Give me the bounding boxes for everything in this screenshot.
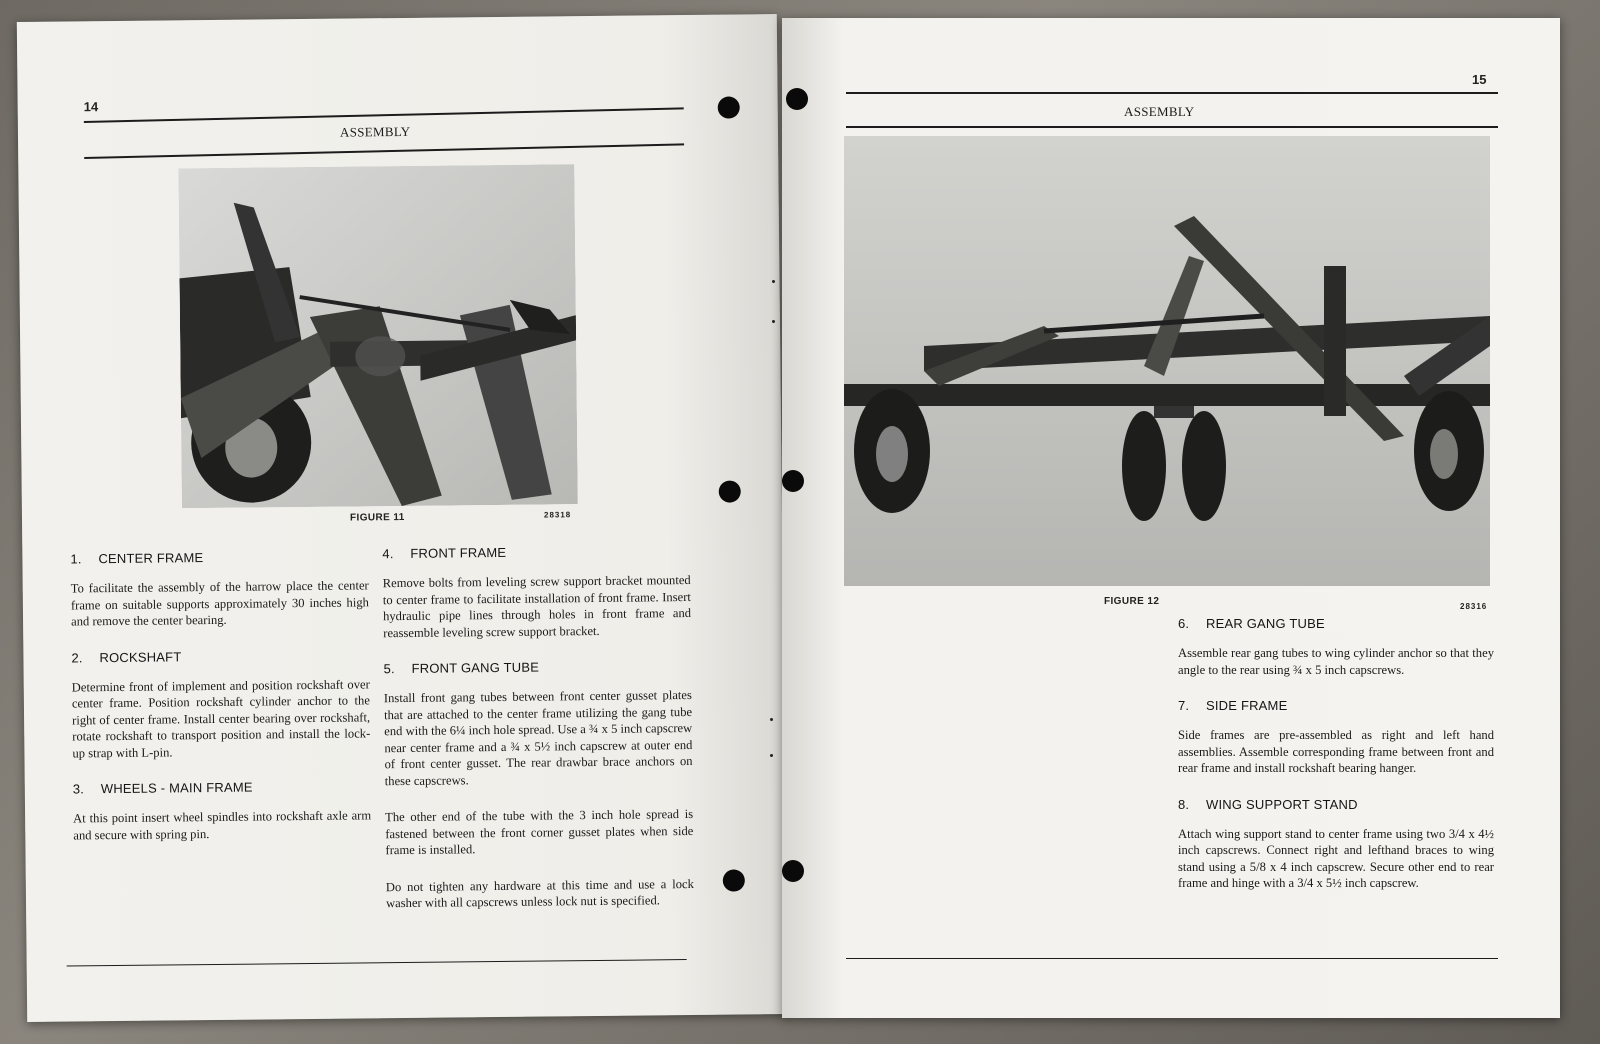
section-paragraph: Install front gang tubes between front center gusset plates that are attached to the center frame utilizing the gang tube end with the 6¼ inch hole spread. Use a ¾ x 5 inch capscrew near center frame and a ¾ x 5½ inch capscrew at outer end of front center gusset. The rear drawbar brace anchors on these capscrews. — [383, 687, 693, 788]
footer-rule — [846, 958, 1498, 959]
section-number: 3. — [72, 781, 85, 797]
binding-hole — [786, 88, 808, 110]
section-rockshaft — [71, 647, 370, 762]
page-number: 15 — [1472, 72, 1487, 87]
section-title: SIDE FRAME — [1206, 698, 1288, 713]
paper-speck — [772, 280, 775, 283]
paper-speck — [770, 718, 773, 721]
section-heading — [71, 647, 369, 665]
section-number: 7. — [1178, 698, 1190, 713]
page-14 — [17, 14, 787, 1022]
right-column — [1178, 616, 1494, 912]
left-column-2 — [382, 543, 694, 932]
binding-hole — [719, 480, 741, 502]
section-paragraph: Remove bolts from leveling screw support bracket mounted to center frame to facilitate installation of front frame. Insert hydraulic pipe lines through holes in front frame and reassemble leveling screw support bracket. — [382, 572, 692, 640]
section-center-frame — [70, 548, 369, 630]
section-paragraph: Assemble rear gang tubes to wing cylinder anchor so that they angle to the rear using ¾ x 5 inch capscrews. — [1178, 646, 1494, 677]
section-heading — [1178, 698, 1494, 713]
section-number: 8. — [1178, 796, 1190, 812]
section-paragraph: Side frames are pre-assembled as right and left hand assemblies. Assemble corresponding frame between front and rear frame and install rockshaft bearing hanger. — [1178, 728, 1494, 775]
section-paragraph: To facilitate the assembly of the harrow place the center frame on suitable supports approximately 30 inches high and remove the center bearing. — [70, 578, 369, 629]
figure-11-label: FIGURE 11 — [349, 511, 405, 524]
figure-11-photo — [178, 164, 578, 508]
header-rule-bottom — [846, 126, 1498, 128]
section-number: 1. — [70, 551, 82, 567]
figure-11-ref-number: 28318 — [543, 510, 572, 520]
paper-speck — [770, 754, 773, 757]
running-head: ASSEMBLY — [339, 123, 411, 140]
section-wheels-main-frame — [73, 778, 372, 843]
page-15 — [782, 18, 1560, 1018]
section-title: FRONT FRAME — [410, 544, 507, 561]
binding-hole — [723, 869, 745, 891]
header-rule-top — [846, 92, 1498, 94]
section-paragraph: Attach wing support stand to center frame using two 3/4 x 4½ inch capscrews. Connect right and lefthand braces to wing stand using a 5/8 x 4 inch capscrew. Secure other end to rear frame and hinge with a 3/4 x 5½ inch capscrew. — [1178, 826, 1494, 890]
header-rule-bottom — [84, 143, 684, 159]
section-number: 2. — [71, 649, 83, 665]
section-paragraph: Determine front of implement and position rockshaft over center frame. Position rockshaft cylinder anchor to the right of center frame. Install center bearing over rockshaft, rotate rockshaft to transport position and install the lock-up strap with L-pin. — [71, 676, 371, 760]
section-wing-support-stand — [1178, 797, 1494, 892]
section-number: 5. — [383, 661, 395, 677]
section-rear-gang-tube — [1178, 616, 1494, 678]
section-side-frame — [1178, 698, 1494, 777]
section-heading — [1178, 797, 1494, 812]
figure-12-photo — [844, 136, 1490, 586]
left-column-1 — [70, 548, 371, 863]
section-heading — [70, 548, 368, 566]
section-heading — [73, 778, 371, 796]
section-paragraph: The other end of the tube with the 3 inch hole spread is fastened between the front corner gusset plates when side frame is installed. — [385, 806, 694, 858]
section-front-frame — [382, 543, 691, 641]
section-front-gang-tube — [383, 658, 694, 912]
header-rule-top — [84, 107, 684, 123]
section-paragraph: At this point insert wheel spindles into rockshaft axle arm and secure with spring pin. — [73, 808, 372, 842]
section-title: REAR GANG TUBE — [1206, 616, 1325, 631]
running-head: ASSEMBLY — [1124, 104, 1195, 119]
section-number: 6. — [1178, 616, 1190, 631]
section-title: WHEELS - MAIN FRAME — [100, 779, 253, 797]
section-heading — [1178, 616, 1494, 631]
figure-12-ref-number: 28316 — [1460, 602, 1488, 611]
paper-speck — [772, 320, 775, 323]
binding-hole — [782, 860, 804, 882]
binding-hole — [782, 470, 804, 492]
figure-12-label: FIGURE 12 — [1104, 596, 1160, 607]
section-paragraph: Do not tighten any hardware at this time and use a lock washer with all capscrews unless lock nut is specified. — [385, 876, 694, 911]
section-title: WING SUPPORT STAND — [1206, 796, 1358, 812]
section-heading — [382, 543, 690, 561]
section-number: 4. — [382, 546, 394, 562]
binding-hole — [718, 96, 740, 118]
page-number: 14 — [83, 99, 99, 115]
section-title: ROCKSHAFT — [99, 648, 182, 665]
section-heading — [383, 658, 691, 676]
section-title: FRONT GANG TUBE — [411, 659, 540, 676]
section-title: CENTER FRAME — [98, 550, 204, 567]
footer-rule — [67, 959, 687, 966]
manual-spread — [22, 18, 1562, 1030]
